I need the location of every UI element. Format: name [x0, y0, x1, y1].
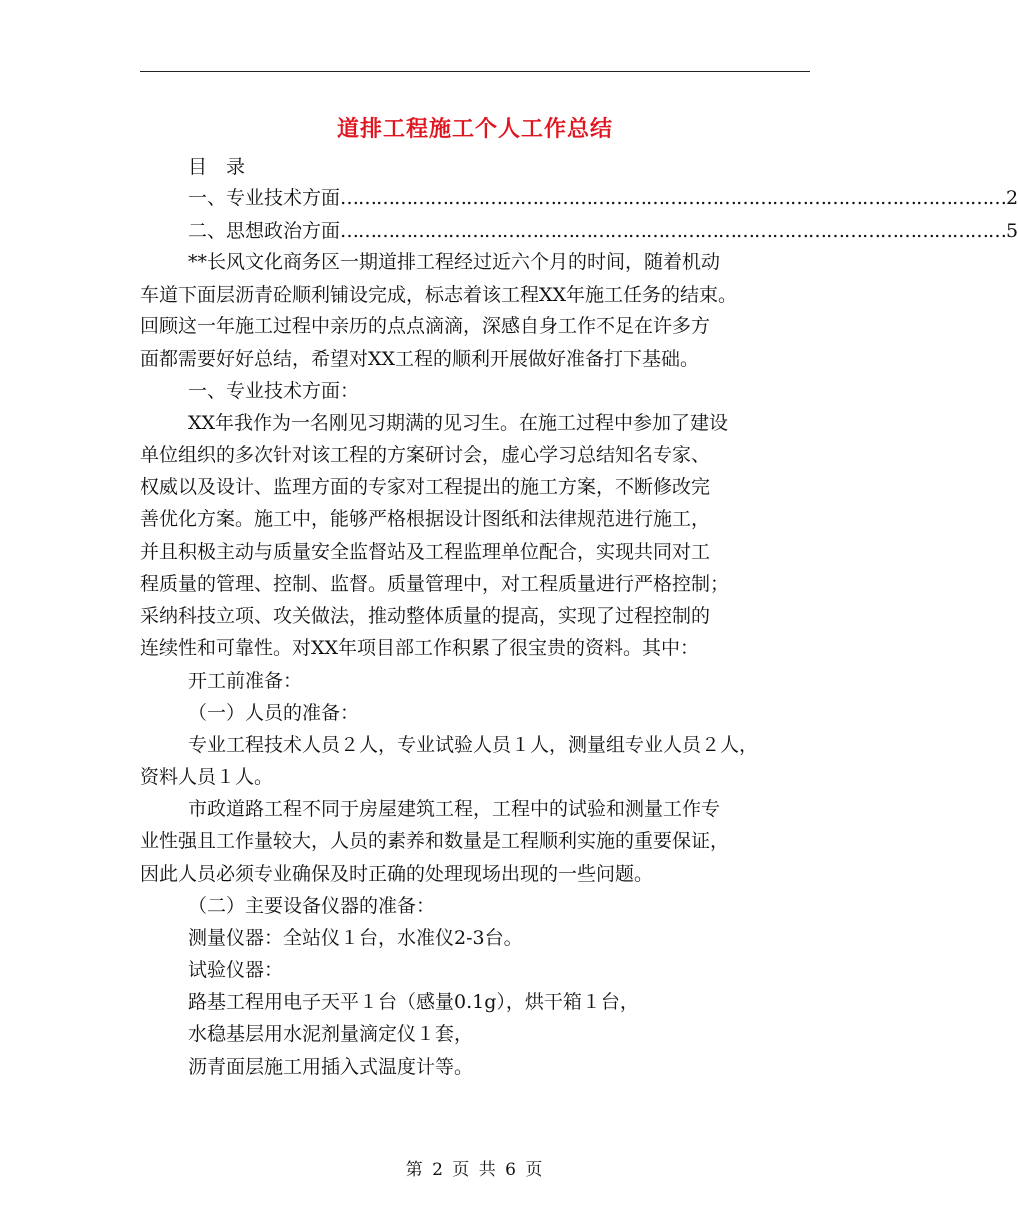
section-heading: 一、专业技术方面： [188, 380, 360, 402]
header-rule [140, 71, 810, 72]
body-line: 面都需要好好总结，希望对XX工程的顺利开展做好准备打下基础。 [140, 348, 700, 370]
body-line: 采纳科技立项、攻关做法，推动整体质量的提高，实现了过程控制的 [140, 605, 711, 627]
toc-entry [188, 219, 1018, 243]
body-line: **长风文化商务区一期道排工程经过近六个月的时间，随着机动 [188, 251, 721, 273]
body-line: 业性强且工作量较大，人员的素养和数量是工程顺利实施的重要保证， [140, 830, 730, 852]
subheading: （二）主要设备仪器的准备： [188, 895, 436, 917]
body-line: 水稳基层用水泥剂量滴定仪１套， [188, 1023, 474, 1045]
toc-entry-page: 5 [1006, 220, 1018, 242]
toc-heading: 目 录 [188, 156, 246, 178]
body-line: 路基工程用电子天平１台（感量0.1g），烘干箱１台， [188, 991, 639, 1013]
toc-entry-label: 二、思想政治方面 [188, 220, 341, 242]
subheading: （一）人员的准备： [188, 702, 360, 724]
body-line: 单位组织的多次针对该工程的方案研讨会，虚心学习总结知名专家、 [140, 444, 711, 466]
toc-entry-page: 2 [1006, 187, 1018, 209]
body-line: 测量仪器：全站仪１台，水准仪2-3台。 [188, 927, 523, 949]
body-line: 车道下面层沥青砼顺利铺设完成，标志着该工程XX年施工任务的结束。 [140, 284, 738, 306]
subheading: 开工前准备： [188, 670, 303, 692]
body-line: 市政道路工程不同于房屋建筑工程，工程中的试验和测量工作专 [188, 798, 721, 820]
body-line: 善优化方案。施工中，能够严格根据设计图纸和法律规范进行施工， [140, 508, 711, 530]
body-line: 资料人员１人。 [140, 766, 274, 788]
page-footer: 第 2 页 共 6 页 [405, 1160, 545, 1180]
body-line: 权威以及设计、监理方面的专家对工程提出的施工方案，不断修改完 [140, 476, 711, 498]
toc-leader-dots: ………………………………………………………………………………………………… [340, 187, 1007, 209]
body-line: 回顾这一年施工过程中亲历的点点滴滴，深感自身工作不足在许多方 [140, 315, 711, 337]
body-line: 连续性和可靠性。对XX年项目部工作积累了很宝贵的资料。其中： [140, 637, 700, 659]
toc-entry-label: 一、专业技术方面 [188, 187, 341, 209]
toc-leader-dots: ………………………………………………………………………………………………… [340, 220, 1007, 242]
body-line: 专业工程技术人员２人，专业试验人员１人，测量组专业人员２人， [188, 734, 759, 756]
document-title: 道排工程施工个人工作总结 [336, 116, 613, 142]
body-line: 因此人员必须专业确保及时正确的处理现场出现的一些问题。 [140, 863, 654, 885]
body-line: XX年我作为一名刚见习期满的见习生。在施工过程中参加了建设 [188, 412, 729, 434]
body-line: 沥青面层施工用插入式温度计等。 [188, 1056, 474, 1078]
body-line: 并且积极主动与质量安全监督站及工程监理单位配合，实现共同对工 [140, 541, 711, 563]
body-line: 程质量的管理、控制、监督。质量管理中，对工程质量进行严格控制； [140, 573, 730, 595]
body-line: 试验仪器： [188, 959, 284, 981]
toc-entry [188, 186, 1018, 210]
